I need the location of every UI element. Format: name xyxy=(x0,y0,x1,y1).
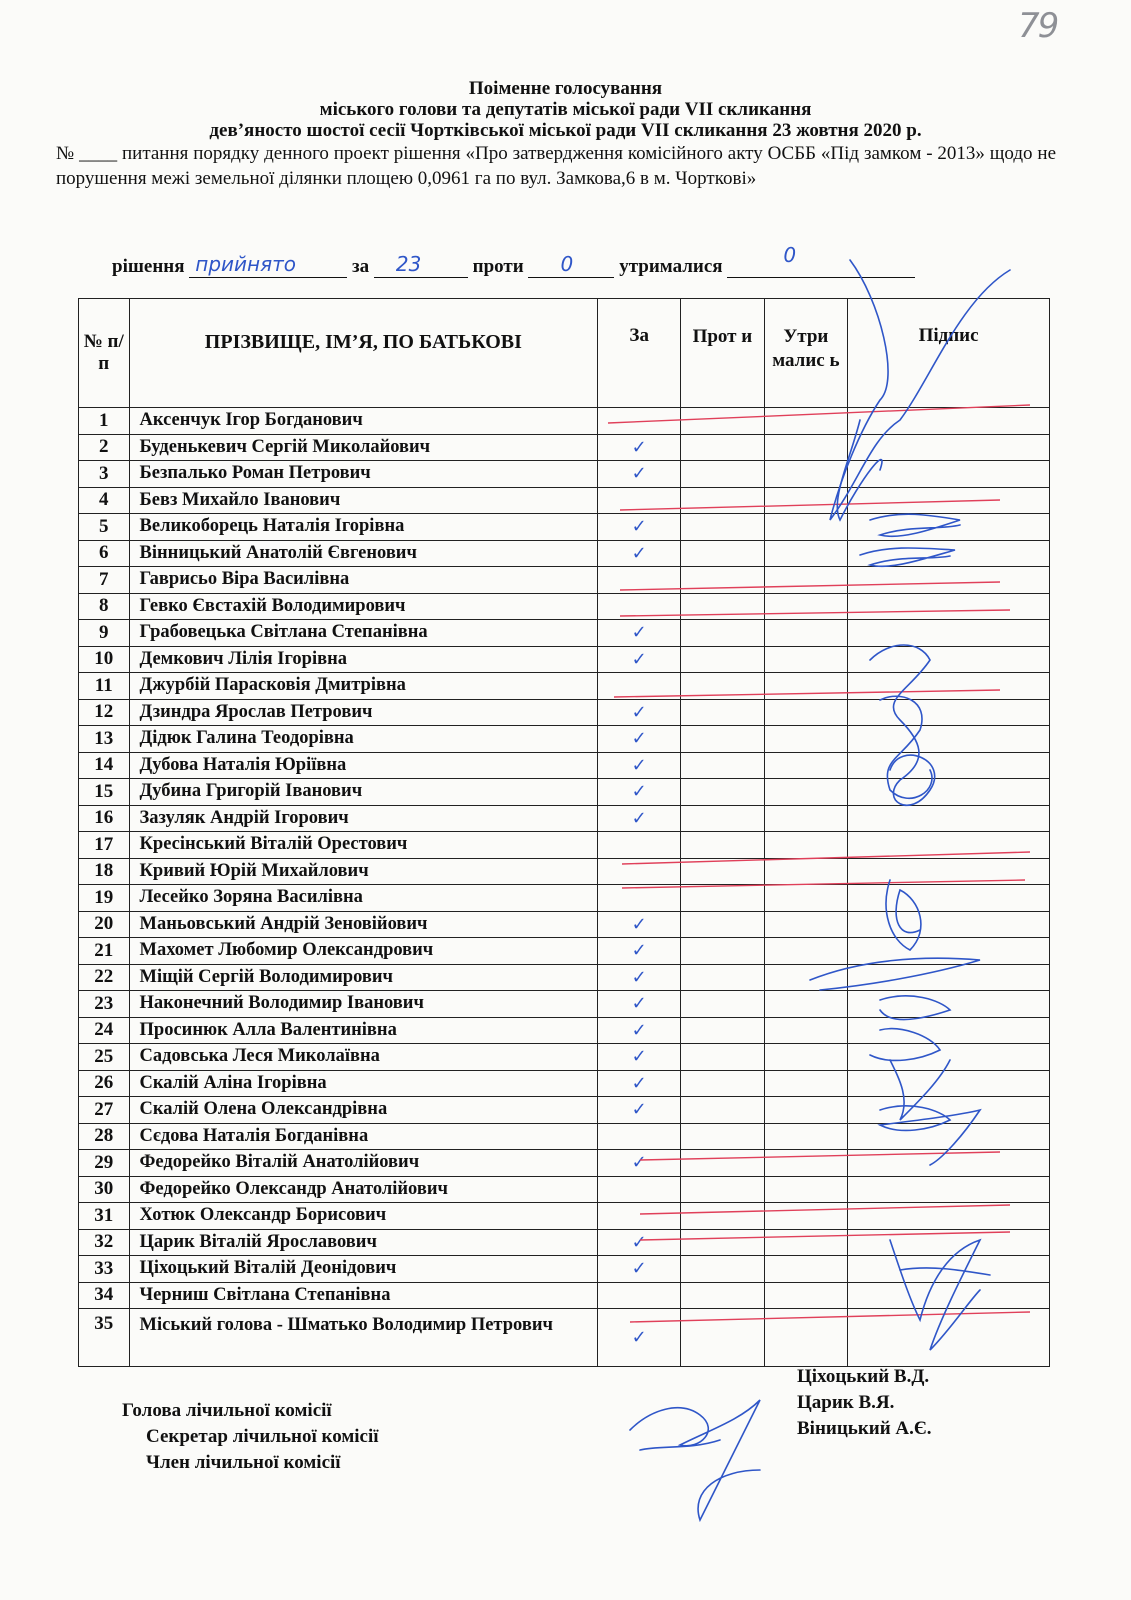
row-for-mark: ✓ xyxy=(598,620,681,647)
row-abstained-mark xyxy=(764,699,848,726)
signature-scribble xyxy=(640,1440,720,1450)
row-against-mark xyxy=(681,1309,764,1367)
table-row xyxy=(79,1123,1050,1150)
agenda-subject: № ____ питання порядку денного проект рішення «Про затвердження комісійного акту ОСББ «Під замком - 2013» щодо не порушення межі земельної ділянки площею 0,0961 га по вул. Замкова,6 в м. Чорткові» xyxy=(56,143,1056,189)
row-name: Федорейко Віталій Анатолійович xyxy=(129,1150,598,1177)
row-abstained-mark xyxy=(764,646,848,673)
row-name: Гевко Євстахій Володимирович xyxy=(129,593,598,620)
row-abstained-mark xyxy=(764,540,848,567)
row-abstained-mark xyxy=(764,1017,848,1044)
table-row xyxy=(79,567,1050,594)
row-signature xyxy=(848,1070,1050,1097)
table-row xyxy=(79,858,1050,885)
row-signature xyxy=(848,991,1050,1018)
row-signature xyxy=(848,1282,1050,1309)
abstained-value: 0 xyxy=(783,243,797,267)
row-for-mark xyxy=(598,1176,681,1203)
row-signature xyxy=(848,408,1050,435)
row-against-mark xyxy=(681,567,764,594)
for-label: за xyxy=(352,256,370,277)
row-against-mark xyxy=(681,752,764,779)
table-row xyxy=(79,514,1050,541)
table-row xyxy=(79,461,1050,488)
row-abstained-mark xyxy=(764,858,848,885)
row-name: Маньовський Андрій Зеновійович xyxy=(129,911,598,938)
row-signature xyxy=(848,1256,1050,1283)
row-number: 26 xyxy=(79,1070,130,1097)
row-against-mark xyxy=(681,911,764,938)
row-name: Бевз Михайло Іванович xyxy=(129,487,598,514)
row-signature xyxy=(848,1017,1050,1044)
row-number: 10 xyxy=(79,646,130,673)
row-for-mark: ✓ xyxy=(598,779,681,806)
decision-line xyxy=(112,243,915,278)
row-signature xyxy=(848,964,1050,991)
row-number: 24 xyxy=(79,1017,130,1044)
table-row xyxy=(79,964,1050,991)
row-number: 18 xyxy=(79,858,130,885)
table-row xyxy=(79,1256,1050,1283)
row-for-mark: ✓ xyxy=(598,991,681,1018)
row-name: Наконечний Володимир Іванович xyxy=(129,991,598,1018)
table-row xyxy=(79,487,1050,514)
row-against-mark xyxy=(681,964,764,991)
row-signature xyxy=(848,461,1050,488)
row-name: Дзиндра Ярослав Петрович xyxy=(129,699,598,726)
row-against-mark xyxy=(681,461,764,488)
row-against-mark xyxy=(681,1229,764,1256)
row-abstained-mark xyxy=(764,938,848,965)
row-signature xyxy=(848,726,1050,753)
table-row xyxy=(79,991,1050,1018)
row-abstained-mark xyxy=(764,1097,848,1124)
row-name: Федорейко Олександр Анатолійович xyxy=(129,1176,598,1203)
row-abstained-mark xyxy=(764,1282,848,1309)
row-abstained-mark xyxy=(764,805,848,832)
row-against-mark xyxy=(681,487,764,514)
row-name: Кресінський Віталій Орестович xyxy=(129,832,598,859)
row-for-mark xyxy=(598,1123,681,1150)
row-for-mark: ✓ xyxy=(598,1150,681,1177)
row-for-mark: ✓ xyxy=(598,434,681,461)
row-number: 28 xyxy=(79,1123,130,1150)
row-abstained-mark xyxy=(764,1256,848,1283)
abstained-blank xyxy=(727,243,915,278)
page-number: 79 xyxy=(1018,6,1058,46)
row-number: 22 xyxy=(79,964,130,991)
row-abstained-mark xyxy=(764,1309,848,1367)
row-for-mark: ✓ xyxy=(598,540,681,567)
commission-secretary-label: Секретар лічильної комісії xyxy=(146,1426,379,1447)
row-against-mark xyxy=(681,885,764,912)
row-abstained-mark xyxy=(764,991,848,1018)
row-against-mark xyxy=(681,1044,764,1071)
row-name: Міський голова - Шматько Володимир Петрович xyxy=(129,1309,598,1367)
table-row xyxy=(79,1229,1050,1256)
row-name: Грабовецька Світлана Степанівна xyxy=(129,620,598,647)
table-row xyxy=(79,911,1050,938)
row-against-mark xyxy=(681,1017,764,1044)
row-for-mark xyxy=(598,1203,681,1230)
row-name: Кривий Юрій Михайлович xyxy=(129,858,598,885)
row-name: Махомет Любомир Олександрович xyxy=(129,938,598,965)
row-for-mark: ✓ xyxy=(598,1229,681,1256)
row-for-mark xyxy=(598,832,681,859)
row-abstained-mark xyxy=(764,1044,848,1071)
row-abstained-mark xyxy=(764,461,848,488)
header-for: За xyxy=(598,299,681,408)
document-title: Поіменне голосування xyxy=(468,78,663,99)
table-row xyxy=(79,540,1050,567)
row-for-mark xyxy=(598,1282,681,1309)
row-against-mark xyxy=(681,673,764,700)
row-name: Садовська Леся Миколаївна xyxy=(129,1044,598,1071)
row-for-mark: ✓ xyxy=(598,1256,681,1283)
row-number: 3 xyxy=(79,461,130,488)
row-signature xyxy=(848,699,1050,726)
row-for-mark xyxy=(598,567,681,594)
table-row xyxy=(79,752,1050,779)
table-row xyxy=(79,805,1050,832)
signature-scribble xyxy=(630,1400,760,1520)
row-signature xyxy=(848,779,1050,806)
row-against-mark xyxy=(681,540,764,567)
row-against-mark xyxy=(681,1123,764,1150)
row-name: Сєдова Наталія Богданівна xyxy=(129,1123,598,1150)
row-for-mark xyxy=(598,408,681,435)
decision-blank xyxy=(189,252,347,278)
row-abstained-mark xyxy=(764,567,848,594)
table-row xyxy=(79,646,1050,673)
row-name: Гаврисьо Віра Василівна xyxy=(129,567,598,594)
row-against-mark xyxy=(681,805,764,832)
table-row xyxy=(79,673,1050,700)
row-number: 23 xyxy=(79,991,130,1018)
against-value: 0 xyxy=(560,252,574,276)
row-number: 33 xyxy=(79,1256,130,1283)
row-name: Дідюк Галина Теодорівна xyxy=(129,726,598,753)
table-row xyxy=(79,1044,1050,1071)
row-name: Просинюк Алла Валентинівна xyxy=(129,1017,598,1044)
row-abstained-mark xyxy=(764,514,848,541)
for-value: 23 xyxy=(395,252,422,276)
row-signature xyxy=(848,487,1050,514)
row-for-mark: ✓ xyxy=(598,1070,681,1097)
row-signature xyxy=(848,911,1050,938)
row-for-mark: ✓ xyxy=(598,911,681,938)
row-number: 20 xyxy=(79,911,130,938)
row-against-mark xyxy=(681,646,764,673)
row-name: Царик Віталій Ярославович xyxy=(129,1229,598,1256)
voting-table xyxy=(78,298,1050,1367)
document-subtitle: міського голови та депутатів міської ради VII скликання xyxy=(319,99,812,120)
row-abstained-mark xyxy=(764,964,848,991)
row-number: 34 xyxy=(79,1282,130,1309)
table-row xyxy=(79,726,1050,753)
row-for-mark: ✓ xyxy=(598,938,681,965)
row-against-mark xyxy=(681,1176,764,1203)
row-against-mark xyxy=(681,991,764,1018)
table-row xyxy=(79,620,1050,647)
row-number: 5 xyxy=(79,514,130,541)
row-against-mark xyxy=(681,779,764,806)
row-number: 8 xyxy=(79,593,130,620)
row-name: Хотюк Олександр Борисович xyxy=(129,1203,598,1230)
row-name: Зазуляк Андрій Ігорович xyxy=(129,805,598,832)
row-abstained-mark xyxy=(764,752,848,779)
row-number: 31 xyxy=(79,1203,130,1230)
row-signature xyxy=(848,1044,1050,1071)
commission-member-name: Віницький А.Є. xyxy=(797,1418,932,1439)
table-row xyxy=(79,1203,1050,1230)
table-row xyxy=(79,938,1050,965)
row-against-mark xyxy=(681,434,764,461)
row-against-mark xyxy=(681,593,764,620)
row-abstained-mark xyxy=(764,832,848,859)
decision-label: рішення xyxy=(112,256,185,277)
row-number: 25 xyxy=(79,1044,130,1071)
table-row xyxy=(79,1017,1050,1044)
row-against-mark xyxy=(681,832,764,859)
row-abstained-mark xyxy=(764,1229,848,1256)
row-signature xyxy=(848,567,1050,594)
abstained-label: утрималися xyxy=(619,256,723,277)
row-abstained-mark xyxy=(764,1070,848,1097)
table-row xyxy=(79,1309,1050,1367)
row-for-mark xyxy=(598,673,681,700)
row-against-mark xyxy=(681,858,764,885)
row-abstained-mark xyxy=(764,487,848,514)
row-name: Скалій Олена Олександрівна xyxy=(129,1097,598,1124)
row-abstained-mark xyxy=(764,434,848,461)
row-signature xyxy=(848,1203,1050,1230)
row-name: Великоборець Наталія Ігорівна xyxy=(129,514,598,541)
row-signature xyxy=(848,540,1050,567)
row-number: 1 xyxy=(79,408,130,435)
row-number: 30 xyxy=(79,1176,130,1203)
session-line: дев’яносто шостої сесії Чортківської міської ради VII скликання 23 жовтня 2020 р. xyxy=(209,120,922,141)
row-abstained-mark xyxy=(764,620,848,647)
row-number: 11 xyxy=(79,673,130,700)
row-signature xyxy=(848,752,1050,779)
row-abstained-mark xyxy=(764,1150,848,1177)
row-against-mark xyxy=(681,1256,764,1283)
table-row xyxy=(79,885,1050,912)
row-for-mark: ✓ xyxy=(598,646,681,673)
row-name: Ціхоцький Віталій Деонідович xyxy=(129,1256,598,1283)
row-number: 35 xyxy=(79,1309,130,1367)
row-signature xyxy=(848,805,1050,832)
row-against-mark xyxy=(681,408,764,435)
row-against-mark xyxy=(681,514,764,541)
row-against-mark xyxy=(681,620,764,647)
row-for-mark xyxy=(598,885,681,912)
row-signature xyxy=(848,1176,1050,1203)
commission-member-label: Член лічильної комісії xyxy=(146,1452,341,1473)
row-number: 6 xyxy=(79,540,130,567)
row-for-mark xyxy=(598,858,681,885)
row-name: Аксенчук Ігор Богданович xyxy=(129,408,598,435)
table-row xyxy=(79,779,1050,806)
row-number: 19 xyxy=(79,885,130,912)
table-row xyxy=(79,1070,1050,1097)
row-for-mark: ✓ xyxy=(598,805,681,832)
row-for-mark: ✓ xyxy=(598,1044,681,1071)
row-against-mark xyxy=(681,699,764,726)
row-against-mark xyxy=(681,1282,764,1309)
row-against-mark xyxy=(681,726,764,753)
row-signature xyxy=(848,434,1050,461)
row-abstained-mark xyxy=(764,1203,848,1230)
row-for-mark: ✓ xyxy=(598,752,681,779)
row-name: Буденькевич Сергій Миколайович xyxy=(129,434,598,461)
row-number: 13 xyxy=(79,726,130,753)
row-abstained-mark xyxy=(764,1176,848,1203)
table-row xyxy=(79,832,1050,859)
row-for-mark: ✓ xyxy=(598,1097,681,1124)
row-abstained-mark xyxy=(764,408,848,435)
row-abstained-mark xyxy=(764,1123,848,1150)
table-row xyxy=(79,1176,1050,1203)
table-row xyxy=(79,408,1050,435)
for-blank xyxy=(374,252,468,278)
header-signature: Підпис xyxy=(848,299,1050,408)
commission-secretary-name: Царик В.Я. xyxy=(797,1392,895,1413)
commission-head-label: Голова лічильної комісії xyxy=(122,1400,332,1421)
row-signature xyxy=(848,885,1050,912)
row-number: 7 xyxy=(79,567,130,594)
row-signature xyxy=(848,620,1050,647)
row-number: 15 xyxy=(79,779,130,806)
row-for-mark: ✓ xyxy=(598,514,681,541)
row-for-mark: ✓ xyxy=(598,726,681,753)
row-signature xyxy=(848,514,1050,541)
row-signature xyxy=(848,1123,1050,1150)
row-name: Безпалько Роман Петрович xyxy=(129,461,598,488)
row-for-mark xyxy=(598,593,681,620)
header-against: Прот и xyxy=(681,299,764,408)
header-abstained: Утри малис ь xyxy=(764,299,848,408)
row-abstained-mark xyxy=(764,779,848,806)
row-signature xyxy=(848,1229,1050,1256)
against-blank xyxy=(528,252,614,278)
row-name: Джурбій Парасковія Дмитрівна xyxy=(129,673,598,700)
row-name: Дубина Григорій Іванович xyxy=(129,779,598,806)
table-row xyxy=(79,1097,1050,1124)
table-row xyxy=(79,1282,1050,1309)
row-name: Вінницький Анатолій Євгенович xyxy=(129,540,598,567)
commission-head-name: Ціхоцький В.Д. xyxy=(797,1366,930,1387)
header-name: ПРІЗВИЩЕ, ІМ’Я, ПО БАТЬКОВІ xyxy=(129,299,598,408)
row-number: 2 xyxy=(79,434,130,461)
row-against-mark xyxy=(681,1203,764,1230)
row-abstained-mark xyxy=(764,673,848,700)
table-row xyxy=(79,1150,1050,1177)
row-abstained-mark xyxy=(764,911,848,938)
row-against-mark xyxy=(681,938,764,965)
row-for-mark: ✓ xyxy=(598,461,681,488)
table-row xyxy=(79,699,1050,726)
row-number: 16 xyxy=(79,805,130,832)
row-number: 4 xyxy=(79,487,130,514)
row-number: 32 xyxy=(79,1229,130,1256)
row-number: 12 xyxy=(79,699,130,726)
row-name: Лесейко Зоряна Василівна xyxy=(129,885,598,912)
row-for-mark xyxy=(598,487,681,514)
row-signature xyxy=(848,938,1050,965)
row-signature xyxy=(848,832,1050,859)
row-against-mark xyxy=(681,1097,764,1124)
row-against-mark xyxy=(681,1150,764,1177)
row-abstained-mark xyxy=(764,593,848,620)
table-row xyxy=(79,434,1050,461)
row-signature xyxy=(848,1309,1050,1367)
row-number: 27 xyxy=(79,1097,130,1124)
row-for-mark: ✓ xyxy=(598,1309,681,1367)
decision-value: прийнято xyxy=(195,252,297,276)
row-for-mark: ✓ xyxy=(598,964,681,991)
against-label: проти xyxy=(472,256,524,277)
row-signature xyxy=(848,646,1050,673)
row-name: Міщій Сергій Володимирович xyxy=(129,964,598,991)
row-name: Черниш Світлана Степанівна xyxy=(129,1282,598,1309)
row-name: Демкович Лілія Ігорівна xyxy=(129,646,598,673)
row-signature xyxy=(848,858,1050,885)
row-for-mark: ✓ xyxy=(598,699,681,726)
row-number: 21 xyxy=(79,938,130,965)
row-name: Дубова Наталія Юріївна xyxy=(129,752,598,779)
row-signature xyxy=(848,1150,1050,1177)
row-signature xyxy=(848,1097,1050,1124)
row-name: Скалій Аліна Ігорівна xyxy=(129,1070,598,1097)
row-number: 17 xyxy=(79,832,130,859)
row-abstained-mark xyxy=(764,885,848,912)
table-row xyxy=(79,593,1050,620)
row-against-mark xyxy=(681,1070,764,1097)
row-abstained-mark xyxy=(764,726,848,753)
row-signature xyxy=(848,673,1050,700)
header-num: № п/п xyxy=(79,299,130,408)
row-number: 14 xyxy=(79,752,130,779)
row-number: 9 xyxy=(79,620,130,647)
row-signature xyxy=(848,593,1050,620)
row-for-mark: ✓ xyxy=(598,1017,681,1044)
row-number: 29 xyxy=(79,1150,130,1177)
